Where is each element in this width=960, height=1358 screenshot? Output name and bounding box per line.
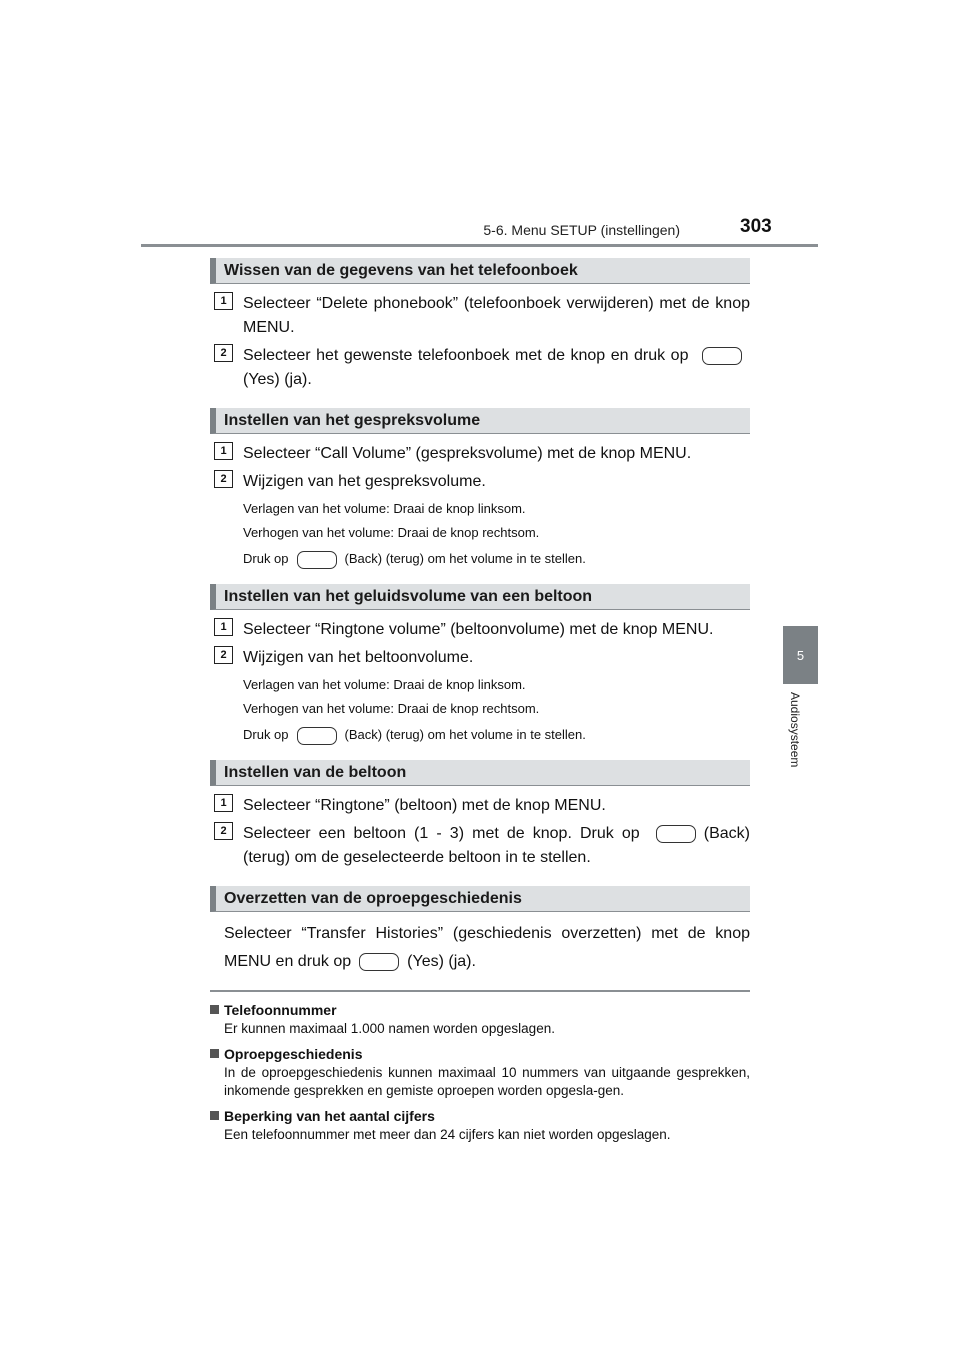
sub-text: Verhogen van het volume: Draai de knop rechtsom. <box>243 525 540 540</box>
sub-text: Verlagen van het volume: Draai de knop linksom. <box>243 501 526 516</box>
sub-text-druk <box>210 548 750 570</box>
step-text-after: (Yes) (ja). <box>243 371 312 388</box>
step-item <box>210 292 750 340</box>
square-bullet-icon <box>210 1111 219 1120</box>
step-item <box>210 646 750 670</box>
step-text-after: (Back) (terug) om de geselecteerde beltoon in te stellen. <box>243 825 750 866</box>
page-content <box>210 258 750 1150</box>
step-number: 2 <box>214 470 233 488</box>
step-item <box>210 470 750 494</box>
page-number: 303 <box>740 216 772 237</box>
step-text: Selecteer “Call Volume” (gespreksvolume) met de knop MENU. <box>243 445 692 462</box>
chapter-label: Audiosysteem <box>788 692 802 768</box>
note-body: Er kunnen maximaal 1.000 namen worden opgeslagen. <box>224 1021 555 1036</box>
plain-text <box>210 920 750 976</box>
druk-text-after: (Back) (terug) om het volume in te stellen. <box>344 727 586 742</box>
step-text: Selecteer “Ringtone” (beltoon) met de knop MENU. <box>243 797 606 814</box>
yes-button-icon <box>359 953 399 971</box>
section-title: Instellen van de beltoon <box>210 760 750 786</box>
step-text: Selecteer “Delete phonebook” (telefoonboek verwijderen) met de knop MENU. <box>243 295 750 336</box>
note-body: Een telefoonnummer met meer dan 24 cijfers kan niet worden opgeslagen. <box>224 1127 671 1142</box>
sub-text-druk <box>210 724 750 746</box>
sub-text: Verlagen van het volume: Draai de knop linksom. <box>243 677 526 692</box>
section-title: Instellen van het geluidsvolume van een beltoon <box>210 584 750 610</box>
sub-text: Verhogen van het volume: Draai de knop rechtsom. <box>243 701 540 716</box>
note-body: In de oproepgeschiedenis kunnen maximaal 10 nummers van uitgaande gesprekken, inkomende gesprekken en gemiste oproepen worden opgesla-gen. <box>224 1065 750 1098</box>
step-number: 2 <box>214 344 233 362</box>
back-button-icon <box>656 825 696 843</box>
step-number: 1 <box>214 292 233 310</box>
header-divider <box>141 244 818 247</box>
step-item <box>210 344 750 392</box>
back-button-icon <box>297 727 337 745</box>
step-item <box>210 442 750 466</box>
chapter-tab: 5 <box>783 626 818 684</box>
plain-text-before: Selecteer “Transfer Histories” (geschiedenis overzetten) met de knop MENU en druk op <box>224 925 750 970</box>
note-title <box>210 1044 750 1064</box>
druk-text-after: (Back) (terug) om het volume in te stellen. <box>344 551 586 566</box>
note-title-text: Telefoonnummer <box>224 1002 337 1018</box>
section-title: Instellen van het gespreksvolume <box>210 408 750 434</box>
step-number: 1 <box>214 794 233 812</box>
step-item <box>210 822 750 870</box>
step-item <box>210 794 750 818</box>
step-text: Wijzigen van het gespreksvolume. <box>243 473 486 490</box>
note-title-text: Beperking van het aantal cijfers <box>224 1108 435 1124</box>
druk-text: Druk op <box>243 727 289 742</box>
plain-text-after: (Yes) (ja). <box>407 953 476 970</box>
step-text: Wijzigen van het beltoonvolume. <box>243 649 474 666</box>
step-number: 2 <box>214 646 233 664</box>
druk-text: Druk op <box>243 551 289 566</box>
step-number: 2 <box>214 822 233 840</box>
step-text: Selecteer het gewenste telefoonboek met de knop en druk op <box>243 347 689 364</box>
note-title <box>210 1000 750 1020</box>
note-title-text: Oproepgeschiedenis <box>224 1046 363 1062</box>
section-header: 5-6. Menu SETUP (instellingen) <box>483 222 680 238</box>
square-bullet-icon <box>210 1049 219 1058</box>
section-title: Overzetten van de oproepgeschiedenis <box>210 886 750 912</box>
step-number: 1 <box>214 442 233 460</box>
section-title: Wissen van de gegevens van het telefoonboek <box>210 258 750 284</box>
back-button-icon <box>297 551 337 569</box>
square-bullet-icon <box>210 1005 219 1014</box>
notes-divider <box>210 990 750 992</box>
yes-button-icon <box>702 347 742 365</box>
step-number: 1 <box>214 618 233 636</box>
step-text: Selecteer een beltoon (1 - 3) met de knop. Druk op <box>243 825 640 842</box>
step-item <box>210 618 750 642</box>
step-text: Selecteer “Ringtone volume” (beltoonvolume) met de knop MENU. <box>243 621 714 638</box>
note-title <box>210 1106 750 1126</box>
